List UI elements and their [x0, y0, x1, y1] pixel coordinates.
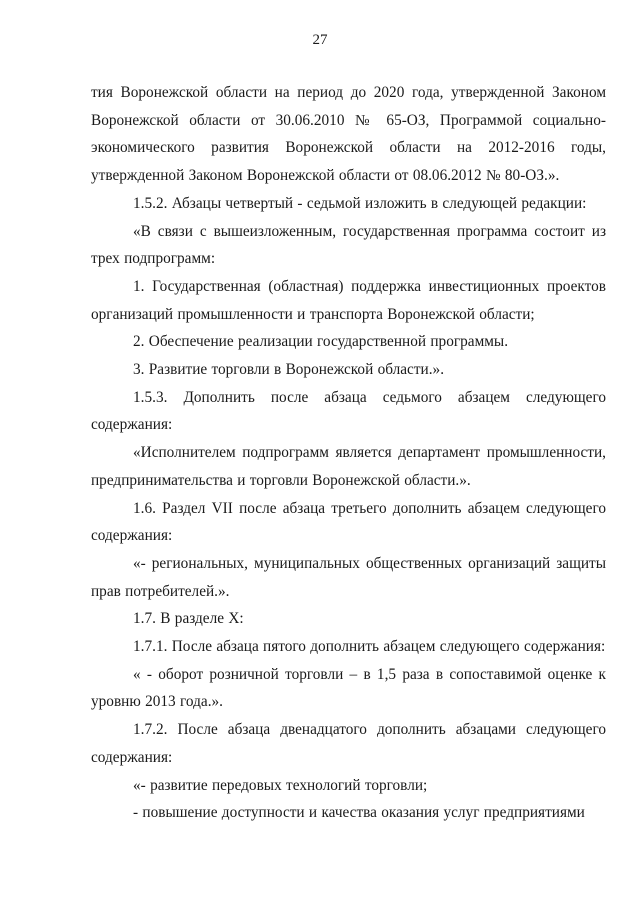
paragraph-service-quality: - повышение доступности и качества оказания услуг предприятиями — [133, 804, 585, 822]
paragraph-item-1-5-3: 1.5.3. Дополнить после абзаца седьмого абзацем следующего содержания: — [91, 388, 606, 434]
paragraph-subprogram-1: 1. Государственная (областная) поддержка инвестиционных проектов организаций промышленности и транспорта Воронежской области; — [91, 277, 606, 323]
paragraph-quote-retail-turnover: « - оборот розничной торговли – в 1,5 раза в сопоставимой оценке к уровню 2013 года.». — [91, 665, 606, 711]
paragraph-quote-trade-technologies: «- развитие передовых технологий торговли; — [133, 776, 428, 794]
paragraph-item-1-6: 1.6. Раздел VII после абзаца третьего дополнить абзацем следующего содержания: — [91, 499, 606, 545]
paragraph-quote-subprograms: «В связи с вышеизложенным, государственная программа состоит из трех подпрограмм: — [91, 222, 606, 268]
paragraph-quote-executor: «Исполнителем подпрограмм является департамент промышленности, предпринимательства и торговли Воронежской области.». — [91, 444, 606, 489]
paragraph-item-1-7: 1.7. В разделе X: — [133, 610, 244, 628]
paragraph-item-1-7-1: 1.7.1. После абзаца пятого дополнить абзацем следующего содержания: — [133, 638, 606, 656]
document-body — [91, 79, 606, 827]
paragraph-item-1-7-2: 1.7.2. После абзаца двенадцатого дополнить абзацами следующего содержания: — [91, 721, 606, 766]
paragraph-quote-organizations: «- региональных, муниципальных общественных организаций защиты прав потребителей.». — [91, 554, 606, 600]
paragraph-item-1-5-2: 1.5.2. Абзацы четвертый - седьмой изложить в следующей редакции: — [133, 194, 587, 212]
paragraph-subprogram-3: 3. Развитие торговли в Воронежской области.». — [133, 361, 445, 379]
paragraph-continuation: тия Воронежской области на период до 2020 года, утвержденной Законом Воронежской области от 30.06.2010 № 65-ОЗ, Программой социально-экономического развития Воронежской области на 2012-2016 годы, утвержденной Законом Воронежской области от 08.06.2012 № 80-ОЗ.». — [91, 84, 606, 185]
paragraph-subprogram-2: 2. Обеспечение реализации государственной программы. — [133, 333, 509, 351]
page-number: 27 — [312, 32, 328, 48]
